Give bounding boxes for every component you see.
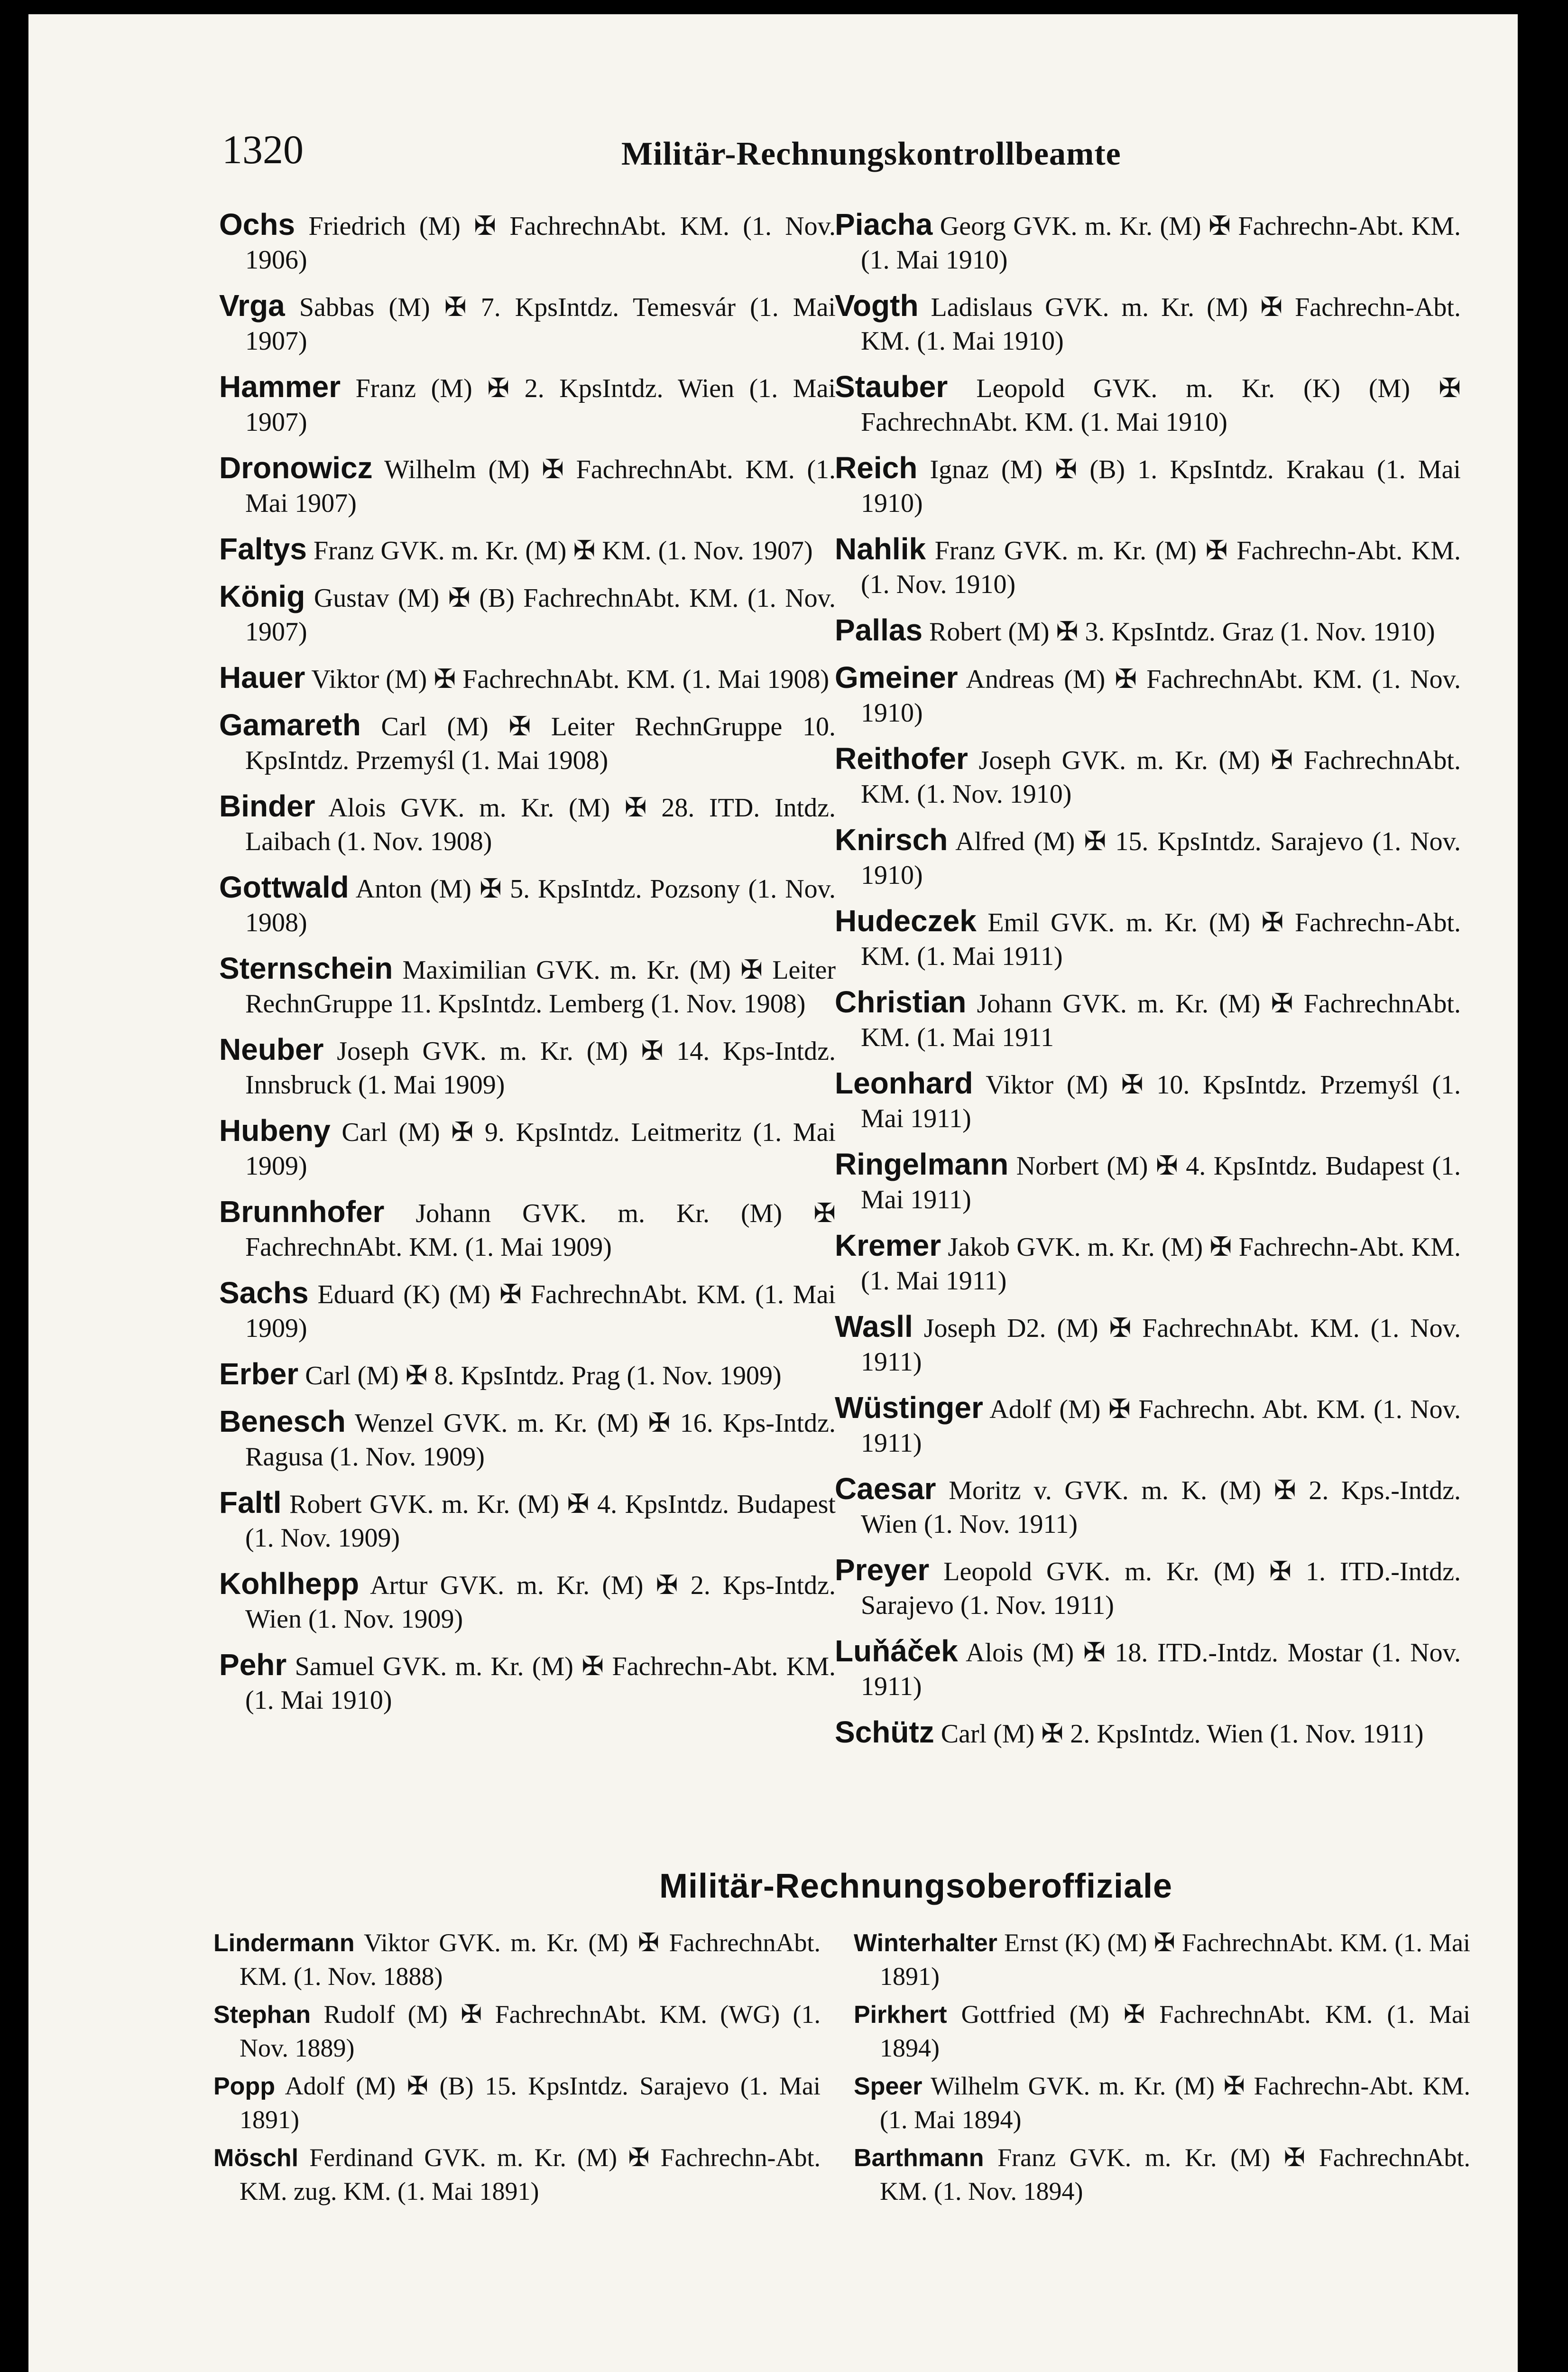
register-entry — [835, 985, 1461, 1055]
entry-surname: Christian — [835, 985, 967, 1019]
register-entry — [219, 1114, 836, 1183]
entry-surname: Barthmann — [854, 2144, 984, 2172]
entry-details: Ignaz (M) ✠ (B) 1. KpsIntdz. Krakau (1. Mai 1910) — [861, 455, 1461, 518]
entry-surname: Vrga — [219, 288, 285, 323]
entry-surname: Nahlik — [835, 532, 926, 566]
entry-surname: Ochs — [219, 207, 295, 241]
entry-details: Adolf (M) ✠ Fachrechn. Abt. KM. (1. Nov. 1911) — [861, 1395, 1461, 1458]
entry-surname: Reithofer — [835, 741, 968, 776]
register-entry — [219, 1276, 836, 1345]
entry-details: Norbert (M) ✠ 4. KpsIntdz. Budapest (1. Mai 1911) — [861, 1151, 1461, 1214]
entry-surname: Faltl — [219, 1485, 282, 1520]
entry-details: Anton (M) ✠ 5. KpsIntdz. Pozsony (1. Nov. 1908) — [245, 874, 836, 937]
entry-details: Leopold GVK. m. Kr. (K) (M) ✠ FachrechnAbt. KM. (1. Mai 1910) — [861, 374, 1461, 437]
section-left-column — [213, 1926, 821, 2213]
register-entry — [213, 1998, 821, 2065]
entry-surname: Hudeczek — [835, 904, 977, 938]
entry-details: Johann GVK. m. Kr. (M) ✠ FachrechnAbt. KM. (1. Mai 1909) — [245, 1199, 836, 1262]
register-entry — [835, 532, 1461, 602]
entry-surname: Benesch — [219, 1404, 346, 1438]
entry-details: Maximilian GVK. m. Kr. (M) ✠ Leiter RechnGruppe 11. KpsIntdz. Lemberg (1. Nov. 1908) — [245, 955, 836, 1019]
entry-surname: Sachs — [219, 1276, 309, 1310]
entry-surname: Wüstinger — [835, 1390, 983, 1425]
entry-details: Wilhelm GVK. m. Kr. (M) ✠ Fachrechn-Abt. KM. (1. Mai 1894) — [880, 2072, 1470, 2134]
entry-surname: Ringelmann — [835, 1147, 1009, 1181]
register-entry — [835, 1391, 1461, 1460]
entry-surname: Gamareth — [219, 708, 361, 742]
entry-details: Ladislaus GVK. m. Kr. (M) ✠ Fachrechn-Abt. KM. (1. Mai 1910) — [861, 293, 1461, 356]
register-entry — [854, 2141, 1470, 2208]
entry-surname: Neuber — [219, 1032, 324, 1066]
entry-details: Alois (M) ✠ 18. ITD.-Intdz. Mostar (1. Nov. 1911) — [861, 1638, 1461, 1701]
entry-details: Gustav (M) ✠ (B) FachrechnAbt. KM. (1. Nov. 1907) — [245, 584, 836, 647]
entry-surname: Stephan — [213, 2001, 311, 2029]
entry-details: Andreas (M) ✠ FachrechnAbt. KM. (1. Nov. 1910) — [861, 665, 1461, 728]
entry-details: Carl (M) ✠ 9. KpsIntdz. Leitmeritz (1. Mai 1909) — [245, 1118, 836, 1181]
entry-surname: Erber — [219, 1357, 299, 1391]
entry-surname: Dronowicz — [219, 451, 373, 485]
register-entry — [835, 1148, 1461, 1217]
entry-surname: Luňáček — [835, 1634, 958, 1668]
entry-surname: Hubeny — [219, 1113, 331, 1148]
register-entry — [213, 2069, 821, 2136]
register-entry — [219, 1033, 836, 1102]
entry-details: Alfred (M) ✠ 15. KpsIntdz. Sarajevo (1. Nov. 1910) — [861, 827, 1461, 890]
entry-details: Joseph D2. (M) ✠ FachrechnAbt. KM. (1. Nov. 1911) — [861, 1314, 1461, 1377]
entry-surname: Popp — [213, 2073, 275, 2100]
left-column — [219, 208, 836, 1729]
entry-details: Artur GVK. m. Kr. (M) ✠ 2. Kps-Intdz. Wien (1. Nov. 1909) — [245, 1571, 836, 1634]
entry-details: Rudolf (M) ✠ FachrechnAbt. KM. (WG) (1. Nov. 1889) — [240, 2000, 821, 2062]
entry-details: Carl (M) ✠ 2. KpsIntdz. Wien (1. Nov. 1911) — [934, 1719, 1424, 1749]
entry-details: Carl (M) ✠ Leiter RechnGruppe 10. KpsIntdz. Przemyśl (1. Mai 1908) — [245, 712, 836, 775]
entry-surname: Pallas — [835, 613, 923, 647]
entry-surname: Brunnhofer — [219, 1195, 385, 1229]
register-entry — [219, 289, 836, 358]
entry-details: Emil GVK. m. Kr. (M) ✠ Fachrechn-Abt. KM. (1. Mai 1911) — [861, 908, 1461, 971]
register-entry — [835, 370, 1461, 439]
entry-surname: Pirkhert — [854, 2001, 947, 2029]
entry-surname: Sternschein — [219, 951, 393, 985]
entry-details: Joseph GVK. m. Kr. (M) ✠ FachrechnAbt. KM. (1. Nov. 1910) — [861, 746, 1461, 809]
entry-surname: Knirsch — [835, 823, 948, 857]
entry-details: Carl (M) ✠ 8. KpsIntdz. Prag (1. Nov. 1909) — [298, 1361, 782, 1390]
register-entry — [835, 1229, 1461, 1298]
register-entry — [835, 1715, 1461, 1751]
entry-details: Gottfried (M) ✠ FachrechnAbt. KM. (1. Mai 1894) — [880, 2000, 1470, 2062]
entry-surname: Leonhard — [835, 1066, 973, 1100]
entry-details: Joseph GVK. m. Kr. (M) ✠ 14. Kps-Intdz. Innsbruck (1. Mai 1909) — [245, 1037, 836, 1100]
register-entry — [219, 532, 836, 568]
entry-details: Samuel GVK. m. Kr. (M) ✠ Fachrechn-Abt. KM. (1. Mai 1910) — [245, 1652, 836, 1715]
right-column — [835, 208, 1461, 1763]
page-number: 1320 — [222, 127, 304, 172]
entry-details: Franz GVK. m. Kr. (M) ✠ FachrechnAbt. KM. (1. Nov. 1894) — [880, 2143, 1470, 2205]
entry-surname: Pehr — [219, 1648, 287, 1682]
register-entry — [213, 2141, 821, 2208]
entry-surname: Gottwald — [219, 870, 349, 904]
entry-surname: Stauber — [835, 370, 948, 404]
register-entry — [835, 661, 1461, 730]
entry-surname: Winterhalter — [854, 1929, 997, 1957]
entry-details: Robert (M) ✠ 3. KpsIntdz. Graz (1. Nov. 1910) — [922, 617, 1435, 647]
register-entry — [219, 580, 836, 649]
register-entry — [219, 370, 836, 439]
entry-surname: Schütz — [835, 1715, 934, 1749]
entry-surname: Lindermann — [213, 1929, 355, 1957]
entry-details: Leopold GVK. m. Kr. (M) ✠ 1. ITD.-Intdz. Sarajevo (1. Nov. 1911) — [861, 1557, 1461, 1620]
entry-surname: Hauer — [219, 660, 305, 695]
book-page — [28, 14, 1518, 2372]
entry-details: Franz GVK. m. Kr. (M) ✠ KM. (1. Nov. 1907) — [306, 536, 813, 565]
register-entry — [219, 952, 836, 1021]
register-entry — [213, 1926, 821, 1993]
register-entry — [835, 289, 1461, 358]
register-entry — [835, 1310, 1461, 1379]
register-entry — [219, 661, 836, 696]
entry-details: Franz (M) ✠ 2. KpsIntdz. Wien (1. Mai 1907) — [245, 374, 836, 437]
register-entry — [854, 1998, 1470, 2065]
entry-details: Georg GVK. m. Kr. (M) ✠ Fachrechn-Abt. KM. (1. Mai 1910) — [861, 212, 1461, 275]
register-entry — [219, 208, 836, 277]
entry-surname: Piacha — [835, 207, 933, 241]
entry-surname: Möschl — [213, 2144, 299, 2172]
register-entry — [835, 1066, 1461, 1136]
entry-surname: Faltys — [219, 532, 307, 566]
entry-details: Viktor (M) ✠ FachrechnAbt. KM. (1. Mai 1908) — [305, 665, 830, 694]
entry-surname: Reich — [835, 451, 918, 485]
register-entry — [219, 451, 836, 520]
entry-surname: Binder — [219, 789, 315, 823]
entry-details: Jakob GVK. m. Kr. (M) ✠ Fachrechn-Abt. KM. (1. Mai 1911) — [861, 1232, 1461, 1296]
entry-surname: Speer — [854, 2073, 922, 2100]
entry-surname: Caesar — [835, 1472, 936, 1506]
entry-details: Friedrich (M) ✠ FachrechnAbt. KM. (1. Nov. 1906) — [245, 212, 836, 275]
entry-details: Adolf (M) ✠ (B) 15. KpsIntdz. Sarajevo (1. Mai 1891) — [240, 2072, 821, 2134]
register-entry — [835, 1634, 1461, 1704]
register-entry — [219, 1357, 836, 1393]
register-entry — [219, 1648, 836, 1717]
entry-details: Johann GVK. m. Kr. (M) ✠ FachrechnAbt. KM. (1. Mai 1911 — [861, 989, 1461, 1052]
entry-details: Alois GVK. m. Kr. (M) ✠ 28. ITD. Intdz. Laibach (1. Nov. 1908) — [245, 793, 836, 856]
section-right-column — [854, 1926, 1470, 2213]
register-entry — [219, 1567, 836, 1636]
register-entry — [835, 823, 1461, 892]
entry-details: Wilhelm (M) ✠ FachrechnAbt. KM. (1. Mai 1907) — [245, 455, 836, 518]
register-entry — [835, 1472, 1461, 1541]
entry-surname: Kremer — [835, 1228, 941, 1262]
register-entry — [835, 613, 1461, 649]
register-entry — [219, 789, 836, 859]
register-entry — [219, 1195, 836, 1264]
entry-surname: Preyer — [835, 1553, 930, 1587]
entry-surname: Hammer — [219, 370, 341, 404]
register-entry — [854, 1926, 1470, 1993]
register-entry — [219, 1486, 836, 1555]
register-entry — [219, 708, 836, 778]
entry-surname: Gmeiner — [835, 660, 958, 695]
entry-surname: Vogth — [835, 288, 919, 323]
register-entry — [219, 1405, 836, 1474]
entry-surname: Wasll — [835, 1309, 913, 1344]
entry-details: Sabbas (M) ✠ 7. KpsIntdz. Temesvár (1. Mai 1907) — [245, 293, 836, 356]
register-entry — [835, 451, 1461, 520]
register-entry — [835, 1553, 1461, 1622]
entry-details: Robert GVK. m. Kr. (M) ✠ 4. KpsIntdz. Budapest (1. Nov. 1909) — [245, 1490, 836, 1553]
register-entry — [835, 208, 1461, 277]
entry-details: Viktor GVK. m. Kr. (M) ✠ FachrechnAbt. KM. (1. Nov. 1888) — [240, 1928, 821, 1991]
entry-details: Ernst (K) (M) ✠ FachrechnAbt. KM. (1. Mai 1891) — [880, 1928, 1470, 1991]
entry-details: Moritz v. GVK. m. K. (M) ✠ 2. Kps.-Intdz. Wien (1. Nov. 1911) — [861, 1476, 1461, 1539]
entry-surname: Kohlhepp — [219, 1566, 360, 1601]
register-entry — [835, 742, 1461, 811]
entry-details: Franz GVK. m. Kr. (M) ✠ Fachrechn-Abt. KM. (1. Nov. 1910) — [861, 536, 1461, 599]
entry-details: Viktor (M) ✠ 10. KpsIntdz. Przemyśl (1. Mai 1911) — [861, 1070, 1461, 1133]
register-entry — [219, 871, 836, 940]
entry-surname: König — [219, 579, 305, 613]
entry-details: Wenzel GVK. m. Kr. (M) ✠ 16. Kps-Intdz. Ragusa (1. Nov. 1909) — [245, 1408, 836, 1472]
entry-details: Ferdinand GVK. m. Kr. (M) ✠ Fachrechn-Abt. KM. zug. KM. (1. Mai 1891) — [240, 2143, 821, 2205]
entry-details: Eduard (K) (M) ✠ FachrechnAbt. KM. (1. Mai 1909) — [245, 1280, 836, 1343]
register-entry — [835, 904, 1461, 973]
running-head: Militär-Rechnungskontrollbeamte — [621, 136, 1121, 172]
section-title: Militär-Rechnungsoberoffiziale — [659, 1867, 1173, 1905]
register-entry — [854, 2069, 1470, 2136]
